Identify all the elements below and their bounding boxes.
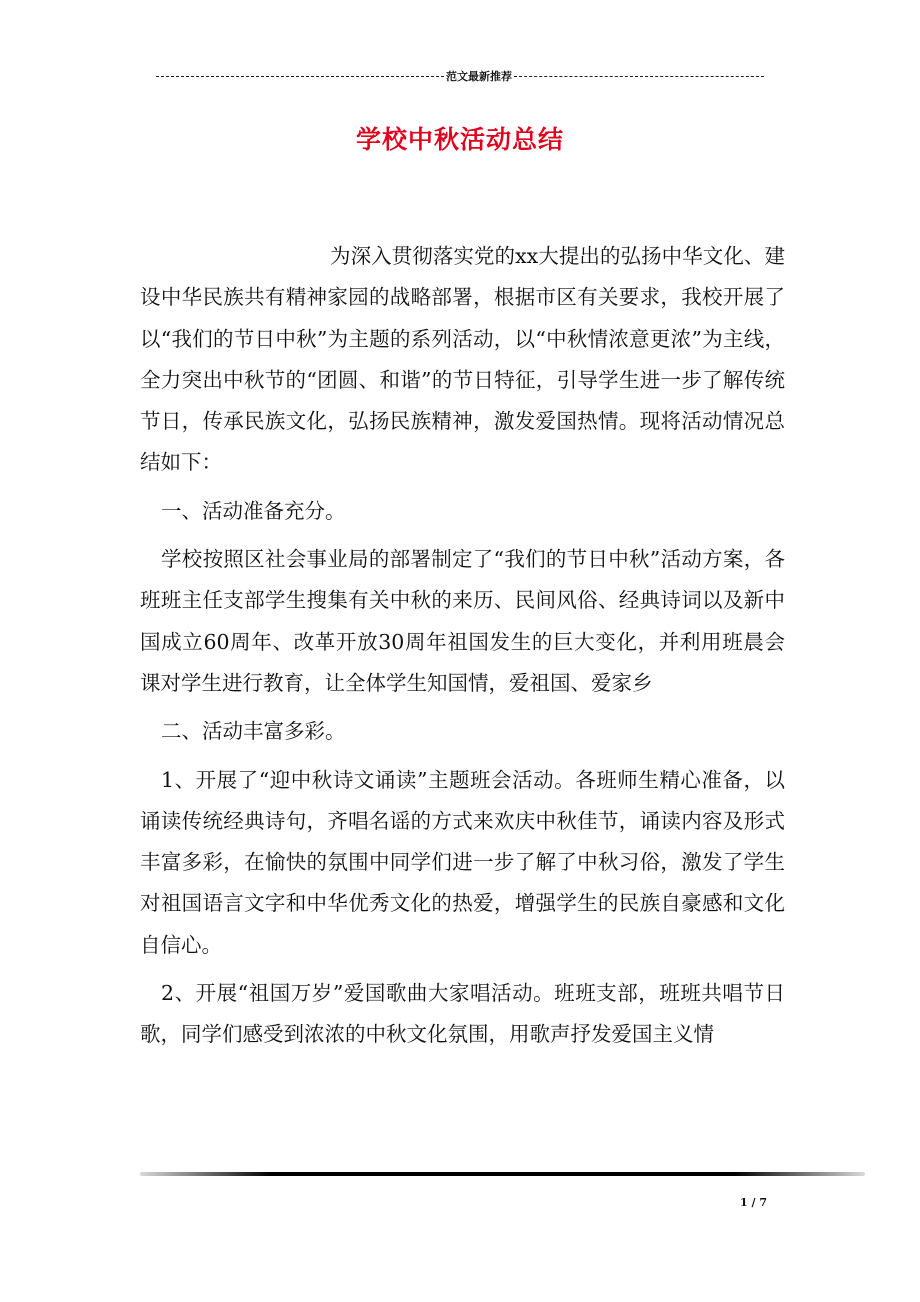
section-heading-activities: 二、活动丰富多彩。 (161, 719, 346, 744)
preparation-paragraph: 学校按照区社会事业局的部署制定了“我们的节日中秋”活动方案，各班班主任支部学生搜集有关中秋的来历、民间风俗、经典诗词以及新中国成立60周年、改革开放30周年祖国发生的巨大变化，并利用班晨会课对学生进行教育，让全体学生知国情，爱祖国、爱家乡 (140, 547, 785, 695)
section-heading-preparation: 一、活动准备充分。 (161, 498, 346, 523)
activity-item-1: 1、开展了“迎中秋诗文诵读”主题班会活动。各班师生精心准备，以诵读传统经典诗句，齐唱名谣的方式来欢庆中秋佳节，诵读内容及形式丰富多彩，在愉快的氛围中同学们进一步了解了中秋习俗，激发了学生对祖国语言文字和中华优秀文化的热爱，增强学生的民族自豪感和文化自信心。 (140, 767, 785, 957)
page-number: 1 / 7 (740, 1196, 767, 1209)
document-title: 学校中秋活动总结 (355, 125, 564, 154)
activity-item-2: 2、开展“祖国万岁”爱国歌曲大家唱活动。班班支部，班班共唱节日歌，同学们感受到浓浓的中秋文化氛围，用歌声抒发爱国主义情 (140, 981, 785, 1047)
intro-paragraph: 为深入贯彻落实党的xx大提出的弘扬中华文化、建设中华民族共有精神家园的战略部署，根据市区有关要求，我校开展了以“我们的节日中秋”为主题的系列活动，以“中秋情浓意更浓”为主线，全力突出中秋节的“团圆、和谐”的节日特征，引导学生进一步了解传统节日，传承民族文化，弘扬民族精神，激发爱国热情。现将活动情况总结如下： (140, 244, 785, 475)
header-dashes-left (156, 76, 444, 77)
footer-rule (140, 1172, 865, 1176)
header-dashes-right (514, 76, 764, 77)
header-label: 范文最新推荐 (446, 70, 512, 83)
page-header (0, 68, 920, 84)
document-body (140, 236, 785, 1056)
